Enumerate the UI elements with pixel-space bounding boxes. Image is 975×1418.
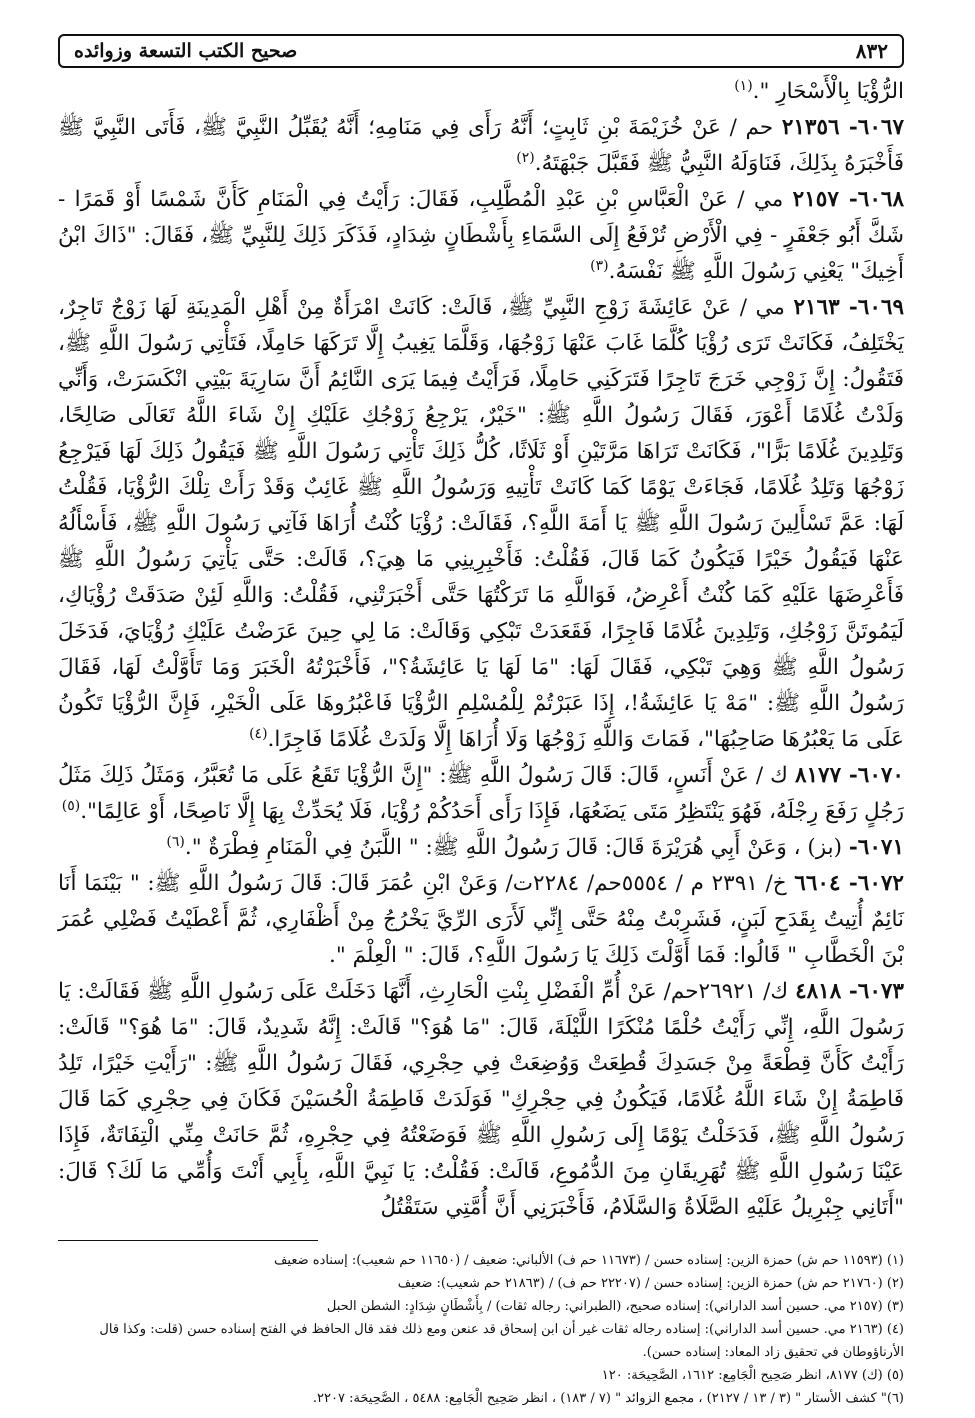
- hadith-number: ٦٠٧٢- ٦٦٠٤: [794, 871, 904, 896]
- footnote: (٣) (٢١٥٧ مي. حسين أسد الداراني): إسناده صحيح، (الطبراني: رجاله ثقات) / بِأَشْطَانٍ شِدَادٍ: الشطن الحبل: [326, 1299, 904, 1314]
- hadith-paragraph: [58, 974, 904, 1226]
- hadith-text: مي / عَنْ عَائِشَةَ زَوْجِ النَّبِيِّ ﷺ، قَالَتْ: كَانَتْ امْرَأَةٌ مِنْ أَهْلِ الْمَدِينَةِ لَهَا زَوْجٌ تَاجِرٌ، يَخْتَلِفُ، فَكَانَتْ تَرَى رُؤْيَا كُلَّمَا غَابَ عَنْهَا زَوْجُهَا، وَقَلَّمَا يَغِيبُ إِلَّا تَرَكَهَا حَامِلًا، فَتَأْتِي رَسُولَ اللَّهِ ﷺ، فَتَقُولُ: إِنَّ زَوْجِي خَرَجَ تَاجِرًا فَتَرَكَنِي حَامِلًا، فَرَأَيْتُ فِيمَا يَرَى النَّائِمُ أَنَّ سَارِيَةَ بَيْتِي انْكَسَرَتْ، وَأَنِّي وَلَدْتُ غُلَامًا أَعْوَرَ، فَقَالَ رَسُولُ اللَّهِ ﷺ: "خَيْرٌ، يَرْجِعُ زَوْجُكِ عَلَيْكِ إِنْ شَاءَ اللَّهُ تَعَالَى صَالِحًا، وَتَلِدِينَ غُلَامًا بَرًّا"، فَكَانَتْ تَرَاهَا مَرَّتَيْنِ أَوْ ثَلَاثًا، كُلُّ ذَلِكَ تَأْتِي رَسُولَ اللَّهِ ﷺ فَيَقُولُ ذَلِكَ لَهَا فَيَرْجِعُ زَوْجُهَا وَتَلِدُ غُلَامًا، فَجَاءَتْ يَوْمًا كَمَا كَانَتْ تَأْتِيهِ وَرَسُولُ اللَّهِ ﷺ غَائِبٌ وَقَدْ رَأَتْ تِلْكَ الرُّؤْيَا، فَقُلْتُ لَهَا: عَمَّ تَسْأَلِينَ رَسُولَ اللَّهِ ﷺ يَا أَمَةَ اللَّهِ؟، فَقَالَتْ: رُؤْيَا كُنْتُ أُرَاهَا فَآتِي رَسُولَ اللَّهِ ﷺ، فَأَسْأَلُهُ عَنْهَا فَيَقُولُ خَيْرًا فَيَكُونُ كَمَا قَالَ، فَقُلْتُ: فَأَخْبِرِينِي مَا هِيَ؟، قَالَتْ: حَتَّى يَأْتِيَ رَسُولُ اللَّهِ ﷺ فَأَعْرِضَهَا عَلَيْهِ كَمَا كُنْتُ أَعْرِضُ، فَوَاللَّهِ مَا تَرَكْتُهَا حَتَّى أَخْبَرَتْنِي، فَقُلْتُ: وَاللَّهِ لَئِنْ صَدَقَتْ رُؤْيَاكِ، لَيَمُوتَنَّ زَوْجُكِ، وَتَلِدِينَ غُلَامًا فَاجِرًا، فَقَعَدَتْ تَبْكِي وَقَالَتْ: مَا لِي حِينَ عَرَضْتُ عَلَيْكِ رُؤْيَايَ، فَدَخَلَ رَسُولُ اللَّهِ ﷺ وَهِيَ تَبْكِي، فَقَالَ لَهَا: "مَا لَهَا يَا عَائِشَةُ؟"، فَأَخْبَرْتُهُ الْخَبَرَ وَمَا تَأَوَّلْتُ لَهَا، فَقَالَ رَسُولُ اللَّهِ ﷺ: "مَهْ يَا عَائِشَةُ!، إِذَا عَبَرْتُمْ لِلْمُسْلِمِ الرُّؤْيَا فَاعْبُرُوهَا عَلَى الْخَيْرِ، فَإِنَّ الرُّؤْيَا تَكُونُ عَلَى مَا يَعْبُرُهَا صَاحِبُهَا"، فَمَاتَ وَاللَّهِ زَوْجُهَا وَلَا أُرَاهَا إِلَّا وَلَدَتْ غُلَامًا فَاجِرًا.: [58, 295, 904, 752]
- hadith-paragraph: [58, 830, 904, 866]
- page-number: ٨٣٢: [855, 39, 888, 63]
- footnotes: [58, 1249, 904, 1410]
- book-page: [58, 34, 904, 1404]
- hadith-text: (بز) ، وَعَنْ أَبِي هُرَيْرَةَ قَالَ: قَالَ رَسُولُ اللَّهِ ﷺ: " اللَّبَنُ فِي الْمَنَامِ فِطْرَةٌ ".: [184, 835, 843, 860]
- hadith-paragraph: [58, 290, 904, 758]
- footnote-ref: (٦): [166, 833, 185, 850]
- hadith-text: مي / عَنْ الْعَبَّاسِ بْنِ عَبْدِ الْمُطَّلِبِ، فَقَالَ: رَأَيْتُ فِي الْمَنَامِ كَأَنَّ شَمْسًا أَوْ قَمَرًا - شَكَّ أَبُو جَعْفَرٍ - فِي الْأَرْضِ تُرْفَعُ إِلَى السَّمَاءِ بِأَشْطَانٍ شِدَادٍ، فَذَكَرَ ذَلِكَ لِلنَّبِيِّ ﷺ، فَقَالَ: "ذَاكَ ابْنُ أَخِيكَ" يَعْنِي رَسُولَ اللَّهِ ﷺ نَفْسَهُ.: [58, 187, 904, 284]
- hadith-paragraph: [58, 110, 904, 182]
- book-title: صحيح الكتب التسعة وزوائده: [74, 40, 298, 62]
- hadith-paragraph: [58, 758, 904, 830]
- footnote-ref: (١): [734, 77, 753, 94]
- footnote-divider: [58, 1240, 318, 1241]
- footnote: (٥) (ك) ٨١٧٧، انظر صَحِيح الْجَامِع: ١٦١٢، الصَّحِيحَة: ١٢٠: [601, 1368, 904, 1383]
- hadith-text: الرُّؤْيَا بِالْأَسْحَارِ ".: [752, 79, 904, 104]
- footnote-ref: (٤): [249, 725, 268, 742]
- main-text: [58, 74, 904, 1226]
- footnote-ref: (٣): [590, 257, 609, 274]
- hadith-text: ك / عَنْ أَنَسٍ، قَالَ: قَالَ رَسُولُ اللَّهِ ﷺ: "إِنَّ الرُّؤْيَا تَقَعُ عَلَى مَا تُعَبَّرُ، وَمَثَلُ ذَلِكَ مَثَلُ رَجُلٍ رَفَعَ رِجْلَهُ، فَهُوَ يَنْتَظِرُ مَتَى يَضَعُهَا، فَإِذَا رَأَى أَحَدُكُمْ رُؤْيَا، فَلَا يُحَدِّثْ بِهَا إِلَّا نَاصِحًا، أَوْ عَالِمًا".: [58, 763, 904, 824]
- hadith-number: ٦٠٦٨- ٢١٥٧: [792, 187, 904, 212]
- hadith-text: ك/ ٢٦٩٢١حم/ عَنْ أُمِّ الْفَضْلِ بِنْتِ الْحَارِثِ، أَنَّهَا دَخَلَتْ عَلَى رَسُولِ اللَّهِ ﷺ فَقَالَتْ: يَا رَسُولَ اللَّهِ، إِنِّي رَأَيْتُ حُلْمًا مُنْكَرًا اللَّيْلَةَ، قَالَ: "مَا هُوَ؟" قَالَتْ: إِنَّهُ شَدِيدٌ، قَالَ: "مَا هُوَ؟" قَالَتْ: رَأَيْتُ كَأَنَّ قِطْعَةً مِنْ جَسَدِكَ قُطِعَتْ وَوُضِعَتْ فِي حِجْرِي، فَقَالَ رَسُولُ اللَّهِ ﷺ: "رَأَيْتِ خَيْرًا، تَلِدُ فَاطِمَةُ إِنْ شَاءَ اللَّهُ غُلَامًا، فَيَكُونُ فِي حِجْرِكِ" فَوَلَدَتْ فَاطِمَةُ الْحُسَيْنَ فَكَانَ فِي حِجْرِي كَمَا قَالَ رَسُولُ اللَّهِ ﷺ، فَدَخَلْتُ يَوْمًا إِلَى رَسُولِ اللَّهِ ﷺ فَوَضَعْتُهُ فِي حِجْرِهِ، ثُمَّ حَانَتْ مِنِّي الْتِفَاتَةٌ، فَإِذَا عَيْنَا رَسُولِ اللَّهِ ﷺ تُهَرِيقَانِ مِنَ الدُّمُوعِ، قَالَتْ: فَقُلْتُ: يَا نَبِيَّ اللَّهِ، بِأَبِي أَنْتَ وَأُمِّي مَا لَكَ؟ قَالَ: "أَتَانِي جِبْرِيلُ عَلَيْهِ الصَّلَاةُ وَالسَّلَامُ، فَأَخْبَرَنِي أَنَّ أُمَّتِي سَتَقْتُلُ: [58, 979, 904, 1220]
- hadith-number: ٦٠٧٠- ٨١٧٧: [794, 763, 904, 788]
- hadith-paragraph: [58, 74, 904, 110]
- hadith-number: ٦٠٧٣- ٤٨١٨: [795, 979, 904, 1004]
- footnote-ref: (٥): [61, 797, 81, 814]
- hadith-paragraph: [58, 182, 904, 290]
- hadith-text: خ/ ٢٣٩١ م / ٥٥٥٤حم/ ٢٢٨٤ت/ وَعَنْ ابْنِ عُمَرَ قَالَ: قَالَ رَسُولُ اللَّهِ ﷺ: " بَيْنَمَا أَنَا نَائِمٌ أُتِيتُ بِقَدَحِ لَبَنٍ، فَشَرِبْتُ مِنْهُ حَتَّى إِنِّي لَأَرَى الرِّيَّ يَخْرُجُ مِنْ أَظْفَارِي، ثُمَّ أَعْطَيْتُ فَضْلِي عُمَرَ بْنَ الْخَطَّابِ " قَالُوا: فَمَا أَوَّلْتَ ذَلِكَ يَا رَسُولَ اللَّهِ؟، قَالَ: " الْعِلْمَ ".: [58, 871, 904, 968]
- footnote: (٢) (٢١٧٦٠ حم ش) حمزة الزين: إسناده حسن / (٢٢٢٠٧ حم ف) / (٢١٨٦٣ حم شعيب): ضعيف: [397, 1276, 904, 1291]
- page-header: [58, 34, 904, 68]
- footnote: (١) (١١٥٩٣ حم ش) حمزة الزين: إسناده حسن / (١١٦٧٣ حم ف) الألباني: ضعيف / (١١٦٥٠ حم شعيب): إسناده ضعيف: [273, 1253, 904, 1268]
- footnote: (٤) (٢١٦٣ مي. حسين أسد الداراني): إسناده رجاله ثقات غير أن ابن إسحاق قد عنعن ومع ذلك فقد قال الحافظ في الفتح إسناده حسن (قلت: وكذا قال الأرناؤوطان في تحقيق زاد المعاد: إسناده حسن).: [99, 1322, 904, 1360]
- hadith-text: حم / عَنْ خُزَيْمَةَ بْنِ ثَابِتٍ؛ أَنَّهُ رَأَى فِي مَنَامِهِ؛ أَنَّهُ يُقَبِّلُ النَّبِيَّ ﷺ، فَأَتَى النَّبِيَّ ﷺ فَأَخْبَرَهُ بِذَلِكَ، فَنَاوَلَهُ النَّبِيُّ ﷺ فَقَبَّلَ جَبْهَتَهُ.: [58, 115, 904, 176]
- hadith-number: ٦٠٦٧- ٢١٣٥٦: [781, 115, 904, 140]
- footnote-ref: (٢): [516, 149, 535, 166]
- hadith-paragraph: [58, 866, 904, 974]
- hadith-number: ٦٠٧١-: [848, 835, 904, 860]
- footnote: (٦)" كشف الأستار " (٣ / ١٣ / ٢١٢٧) ، مجمع الزوائد " (٧ / ١٨٣) ، انظر صَحِيح الْجَامِع: ٥٤٨٨ ، الصَّحِيحَة: ٢٢٠٧.: [312, 1391, 904, 1406]
- hadith-number: ٦٠٦٩- ٢١٦٣: [793, 295, 904, 320]
